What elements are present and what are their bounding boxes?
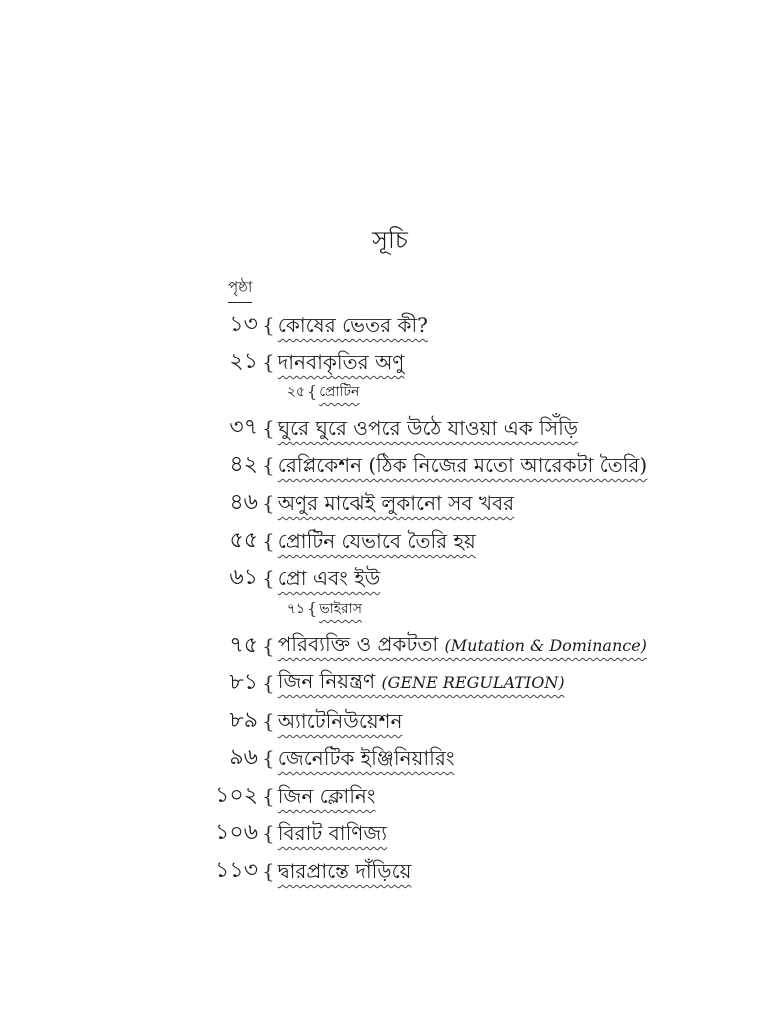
entry-title bbox=[319, 377, 359, 407]
entry-title-text: কোষের ভেতর কী? bbox=[277, 313, 428, 337]
toc-entry bbox=[0, 310, 428, 340]
toc-entry bbox=[0, 856, 411, 886]
toc-entry bbox=[0, 818, 387, 848]
entry-title bbox=[278, 781, 376, 811]
entry-title bbox=[278, 666, 565, 698]
entry-title bbox=[278, 310, 428, 340]
page-number: ৭৫ bbox=[229, 633, 258, 658]
toc-entry bbox=[0, 488, 514, 518]
entry-title bbox=[278, 413, 578, 443]
entry-title-latin: (Mutation & Dominance) bbox=[444, 636, 647, 655]
entry-title bbox=[278, 706, 403, 736]
toc-entry bbox=[0, 413, 578, 443]
page-number: ১৩ bbox=[229, 312, 258, 337]
entry-title-text: রেপ্লিকেশন (ঠিক নিজের মতো আরেকটা তৈরি) bbox=[277, 453, 648, 477]
toc-entry bbox=[0, 347, 404, 377]
brace-ornament: { bbox=[262, 709, 275, 733]
brace-ornament: { bbox=[262, 671, 275, 695]
entry-title-text: দ্বারপ্রান্তে দাঁড়িয়ে bbox=[277, 859, 412, 883]
toc-entry bbox=[0, 563, 380, 593]
brace-ornament: { bbox=[262, 566, 275, 590]
toc-entry bbox=[0, 450, 647, 480]
brace-ornament: { bbox=[262, 529, 275, 553]
toc-entry bbox=[0, 781, 375, 811]
page-number: ২১ bbox=[229, 349, 258, 374]
entry-title-text: প্রো এবং ইউ bbox=[277, 566, 381, 590]
toc-entry bbox=[0, 631, 647, 661]
page-number: ৪৬ bbox=[229, 490, 258, 515]
entry-title-text: অণুর মাঝেই লুকানো সব খবর bbox=[277, 491, 515, 515]
entry-title-text: অ্যাটেনিউয়েশন bbox=[277, 709, 403, 733]
toc-entry bbox=[0, 706, 402, 736]
entry-title bbox=[278, 450, 648, 480]
entry-title bbox=[278, 856, 412, 886]
entry-title-text: জিন নিয়ন্ত্রণ bbox=[277, 669, 376, 693]
brace-ornament: { bbox=[262, 859, 275, 883]
brace-ornament: { bbox=[262, 453, 275, 477]
brace-ornament: { bbox=[262, 350, 275, 374]
toc-subentry bbox=[0, 594, 362, 624]
toc-entry bbox=[0, 743, 454, 773]
toc-entry bbox=[0, 668, 565, 698]
entry-title-text: বিরাট বাণিজ্য bbox=[277, 821, 388, 845]
brace-ornament: { bbox=[262, 416, 275, 440]
brace-ornament: { bbox=[262, 634, 275, 658]
page-number: ৮১ bbox=[229, 670, 258, 695]
entry-title-latin: (GENE REGULATION) bbox=[381, 673, 565, 692]
page-number: ৫৫ bbox=[229, 528, 258, 553]
entry-title bbox=[278, 818, 387, 848]
entry-title-text: প্রোটিন bbox=[319, 384, 360, 400]
entry-title-text: দানবাকৃতির অণু bbox=[277, 350, 405, 374]
page-column-label: পৃষ্ঠা bbox=[228, 276, 252, 303]
page-number: ৯৬ bbox=[229, 745, 258, 770]
page-number: ২৫ bbox=[286, 384, 305, 400]
entry-title bbox=[278, 629, 647, 661]
entry-title-text: প্রোটিন যেভাবে তৈরি হয় bbox=[277, 529, 476, 553]
page-number: ৬১ bbox=[229, 565, 258, 590]
brace-ornament: { bbox=[307, 599, 318, 618]
page-number: ১০৬ bbox=[215, 820, 258, 845]
entry-title-text: ভাইরাস bbox=[319, 601, 362, 617]
brace-ornament: { bbox=[262, 821, 275, 845]
entry-title bbox=[278, 563, 381, 593]
toc-subentry bbox=[0, 377, 359, 407]
toc-entry bbox=[0, 526, 476, 556]
entry-title-text: জিন ক্লোনিং bbox=[277, 784, 376, 808]
page-number: ১১৩ bbox=[215, 858, 258, 883]
page-number: ১০২ bbox=[215, 783, 258, 808]
brace-ornament: { bbox=[262, 491, 275, 515]
entry-title bbox=[278, 347, 405, 377]
entry-title bbox=[278, 743, 455, 773]
page-number: ৭১ bbox=[286, 601, 305, 617]
entry-title bbox=[278, 488, 514, 518]
entry-title bbox=[278, 526, 476, 556]
entry-title-text: ঘুরে ঘুরে ওপরে উঠে যাওয়া এক সিঁড়ি bbox=[277, 416, 579, 440]
page-number: ৩৭ bbox=[229, 415, 258, 440]
page-title: সূচি bbox=[372, 226, 408, 254]
entry-title bbox=[319, 594, 362, 624]
page-number: ৮৯ bbox=[229, 708, 258, 733]
brace-ornament: { bbox=[307, 382, 318, 401]
brace-ornament: { bbox=[262, 746, 275, 770]
entry-title-text: জেনেটিক ইঞ্জিনিয়ারিং bbox=[277, 746, 455, 770]
page-number: ৪২ bbox=[229, 452, 258, 477]
entry-title-text: পরিব্যক্তি ও প্রকটতা bbox=[277, 632, 439, 656]
brace-ornament: { bbox=[262, 784, 275, 808]
brace-ornament: { bbox=[262, 313, 275, 337]
